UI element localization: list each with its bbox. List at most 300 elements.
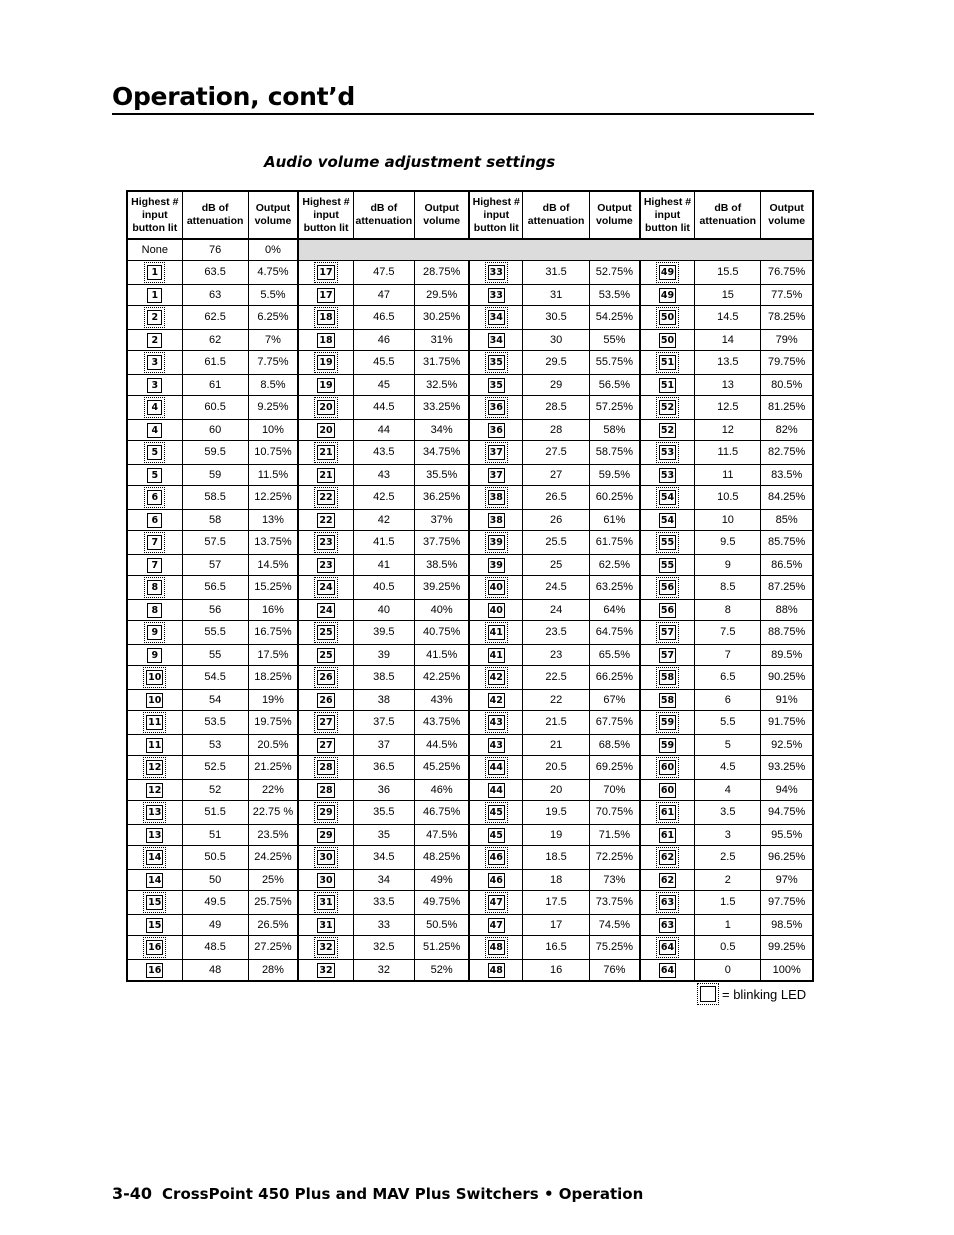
blinking-led-button: 5 bbox=[147, 445, 162, 460]
volume-cell: 47.5% bbox=[414, 825, 469, 846]
volume-cell: 84.25% bbox=[761, 486, 813, 510]
db-cell: 5.5 bbox=[695, 711, 761, 735]
db-cell: 1 bbox=[695, 915, 761, 936]
db-cell: 39.5 bbox=[353, 621, 414, 645]
blinking-led-button: 12 bbox=[148, 762, 162, 773]
lit-led-button: 5 bbox=[147, 468, 162, 483]
db-cell: 58.5 bbox=[182, 486, 248, 510]
volume-cell: 49.75% bbox=[414, 891, 469, 915]
db-cell: 36.5 bbox=[353, 756, 414, 780]
input-button-cell bbox=[469, 735, 522, 756]
volume-cell: 67% bbox=[590, 690, 640, 711]
volume-cell: 34% bbox=[414, 420, 469, 441]
input-button-cell bbox=[469, 756, 522, 780]
volume-cell: 69.25% bbox=[590, 756, 640, 780]
volume-cell: 50.5% bbox=[414, 915, 469, 936]
volume-cell: 48.25% bbox=[414, 846, 469, 870]
volume-cell: 95.5% bbox=[761, 825, 813, 846]
volume-cell: 30.25% bbox=[414, 306, 469, 330]
blinking-row bbox=[127, 396, 813, 420]
db-cell: 22 bbox=[523, 690, 590, 711]
volume-cell: 94% bbox=[761, 780, 813, 801]
lit-led-button: 33 bbox=[489, 289, 503, 301]
volume-cell: 15.25% bbox=[248, 576, 298, 600]
db-cell: 56.5 bbox=[182, 576, 248, 600]
volume-cell: 31.75% bbox=[414, 351, 469, 375]
db-cell: 52 bbox=[182, 780, 248, 801]
lit-led-button: 32 bbox=[319, 964, 333, 976]
blinking-row bbox=[127, 756, 813, 780]
db-cell: 38.5 bbox=[353, 666, 414, 690]
input-button-cell bbox=[640, 846, 695, 870]
volume-cell: 67.75% bbox=[590, 711, 640, 735]
volume-cell: 64% bbox=[590, 600, 640, 621]
input-button-cell bbox=[640, 621, 695, 645]
lit-row bbox=[127, 420, 813, 441]
volume-cell: 60.25% bbox=[590, 486, 640, 510]
volume-cell: 88.75% bbox=[761, 621, 813, 645]
input-button-cell bbox=[469, 960, 522, 982]
blinking-led-button: 7 bbox=[147, 535, 162, 550]
db-cell: 11.5 bbox=[695, 441, 761, 465]
input-button-cell bbox=[640, 891, 695, 915]
input-button-cell bbox=[127, 531, 182, 555]
blinking-led-button: 42 bbox=[489, 672, 503, 683]
blinking-row bbox=[127, 711, 813, 735]
input-button-cell bbox=[127, 576, 182, 600]
input-button-cell bbox=[640, 915, 695, 936]
input-button-cell bbox=[127, 960, 182, 982]
input-button-cell bbox=[298, 621, 353, 645]
input-button-cell bbox=[469, 891, 522, 915]
input-button-cell bbox=[298, 261, 353, 285]
blinking-row bbox=[127, 666, 813, 690]
lit-row bbox=[127, 870, 813, 891]
blinking-led-button: 29 bbox=[319, 807, 333, 818]
input-button-cell bbox=[127, 261, 182, 285]
db-cell: 32.5 bbox=[353, 936, 414, 960]
volume-cell: 18.25% bbox=[248, 666, 298, 690]
lit-led-button: 49 bbox=[660, 289, 675, 301]
input-button-cell bbox=[127, 486, 182, 510]
blinking-led-button: 17 bbox=[319, 267, 333, 278]
blinking-led-button: 40 bbox=[489, 582, 503, 593]
volume-cell: 23.5% bbox=[248, 825, 298, 846]
lit-row bbox=[127, 915, 813, 936]
blinking-led-button: 61 bbox=[660, 807, 675, 818]
blinking-led-button: 2 bbox=[147, 310, 162, 325]
db-cell: 48 bbox=[182, 960, 248, 982]
volume-cell: 32.5% bbox=[414, 375, 469, 396]
input-button-cell bbox=[298, 711, 353, 735]
db-cell: 39 bbox=[353, 645, 414, 666]
db-cell: 3 bbox=[695, 825, 761, 846]
lit-led-button: 2 bbox=[147, 333, 162, 348]
lit-led-button: 22 bbox=[319, 514, 333, 526]
input-button-cell bbox=[640, 261, 695, 285]
lit-led-button: 60 bbox=[660, 784, 675, 796]
db-cell: 21 bbox=[523, 735, 590, 756]
lit-led-button: 26 bbox=[319, 694, 333, 706]
page-title: Operation, cont’d bbox=[112, 82, 356, 111]
db-cell: 50 bbox=[182, 870, 248, 891]
lit-led-button: 34 bbox=[489, 334, 503, 346]
lit-row bbox=[127, 600, 813, 621]
lit-led-button: 1 bbox=[147, 288, 162, 303]
input-button-cell bbox=[127, 870, 182, 891]
volume-cell: 22.75 % bbox=[248, 801, 298, 825]
volume-cell: 33.25% bbox=[414, 396, 469, 420]
header-db: dB of attenuation bbox=[182, 191, 248, 239]
volume-cell: 9.25% bbox=[248, 396, 298, 420]
input-button-cell bbox=[127, 846, 182, 870]
blinking-led-button: 39 bbox=[489, 537, 503, 548]
input-button-cell bbox=[469, 645, 522, 666]
volume-cell: 42.25% bbox=[414, 666, 469, 690]
volume-cell: 43% bbox=[414, 690, 469, 711]
input-button-cell bbox=[298, 735, 353, 756]
volume-cell: 16.75% bbox=[248, 621, 298, 645]
volume-cell: 11.5% bbox=[248, 465, 298, 486]
volume-cell: 43.75% bbox=[414, 711, 469, 735]
db-cell: 8.5 bbox=[695, 576, 761, 600]
lit-row bbox=[127, 735, 813, 756]
volume-cell: 76.75% bbox=[761, 261, 813, 285]
input-button-cell bbox=[127, 465, 182, 486]
db-cell: 41.5 bbox=[353, 531, 414, 555]
input-button-cell bbox=[640, 351, 695, 375]
lit-led-button: 54 bbox=[660, 514, 675, 526]
input-button-cell bbox=[469, 915, 522, 936]
lit-row bbox=[127, 780, 813, 801]
volume-cell: 97.75% bbox=[761, 891, 813, 915]
volume-cell: 79.75% bbox=[761, 351, 813, 375]
input-button-cell bbox=[640, 510, 695, 531]
db-cell: 17 bbox=[523, 915, 590, 936]
db-cell: 49 bbox=[182, 915, 248, 936]
volume-cell: 10.75% bbox=[248, 441, 298, 465]
db-cell: 46 bbox=[353, 330, 414, 351]
lit-led-button: 11 bbox=[148, 739, 162, 751]
lit-led-button: 47 bbox=[489, 919, 503, 931]
lit-led-button: 62 bbox=[660, 874, 675, 886]
lit-led-button: 13 bbox=[148, 829, 162, 841]
volume-cell: 13.75% bbox=[248, 531, 298, 555]
volume-cell: 19.75% bbox=[248, 711, 298, 735]
lit-led-button: 41 bbox=[489, 649, 503, 661]
input-button-cell bbox=[640, 666, 695, 690]
blinking-led-button: 62 bbox=[660, 852, 675, 863]
db-cell: 15 bbox=[695, 285, 761, 306]
input-button-cell bbox=[469, 261, 522, 285]
volume-cell: 76% bbox=[590, 960, 640, 982]
input-button-cell bbox=[640, 735, 695, 756]
volume-cell: 12.25% bbox=[248, 486, 298, 510]
input-button-cell bbox=[640, 531, 695, 555]
db-cell: 37 bbox=[353, 735, 414, 756]
volume-cell: 58% bbox=[590, 420, 640, 441]
db-cell: 13.5 bbox=[695, 351, 761, 375]
blinking-led-button: 30 bbox=[319, 852, 333, 863]
input-button-cell bbox=[127, 711, 182, 735]
lit-led-button: 3 bbox=[147, 378, 162, 393]
volume-cell: 73.75% bbox=[590, 891, 640, 915]
input-button-cell bbox=[298, 576, 353, 600]
volume-cell: 7.75% bbox=[248, 351, 298, 375]
header-vol: Output volume bbox=[248, 191, 298, 239]
blinking-led-button: 33 bbox=[489, 267, 503, 278]
blinking-row bbox=[127, 441, 813, 465]
db-cell: 2.5 bbox=[695, 846, 761, 870]
input-button-cell bbox=[469, 621, 522, 645]
lit-row bbox=[127, 510, 813, 531]
volume-cell: 34.75% bbox=[414, 441, 469, 465]
header-input: Highest # input button lit bbox=[127, 191, 182, 239]
volume-cell: 25.75% bbox=[248, 891, 298, 915]
volume-cell: 27.25% bbox=[248, 936, 298, 960]
lit-led-button: 8 bbox=[147, 603, 162, 618]
input-button-cell bbox=[640, 420, 695, 441]
blinking-row bbox=[127, 306, 813, 330]
input-button-cell bbox=[298, 801, 353, 825]
input-button-cell bbox=[298, 825, 353, 846]
volume-cell: 4.75% bbox=[248, 261, 298, 285]
lit-led-button: 35 bbox=[489, 379, 503, 391]
input-button-cell bbox=[298, 285, 353, 306]
input-button-cell bbox=[469, 825, 522, 846]
db-cell: 33.5 bbox=[353, 891, 414, 915]
input-button-cell bbox=[127, 441, 182, 465]
input-button-cell bbox=[469, 531, 522, 555]
input-button-cell bbox=[127, 621, 182, 645]
input-button-cell bbox=[640, 285, 695, 306]
volume-cell: 75.25% bbox=[590, 936, 640, 960]
volume-cell: 39.25% bbox=[414, 576, 469, 600]
db-cell: 57.5 bbox=[182, 531, 248, 555]
volume-cell: 94.75% bbox=[761, 801, 813, 825]
volume-cell: 91.75% bbox=[761, 711, 813, 735]
blinking-led-button: 14 bbox=[148, 852, 162, 863]
db-cell: 10.5 bbox=[695, 486, 761, 510]
blinking-led-button: 1 bbox=[147, 265, 162, 280]
db-cell: 57 bbox=[182, 555, 248, 576]
none-input-cell: None bbox=[127, 239, 182, 261]
lit-led-button: 19 bbox=[319, 379, 333, 391]
volume-cell: 52.75% bbox=[590, 261, 640, 285]
input-button-cell bbox=[469, 330, 522, 351]
lit-led-button: 12 bbox=[148, 784, 162, 796]
volume-cell: 5.5% bbox=[248, 285, 298, 306]
input-button-cell bbox=[640, 396, 695, 420]
blinking-led-button: 53 bbox=[660, 447, 675, 458]
blinking-led-button: 20 bbox=[319, 402, 333, 413]
blinking-led-button: 50 bbox=[660, 312, 675, 323]
input-button-cell bbox=[640, 960, 695, 982]
input-button-cell bbox=[298, 396, 353, 420]
db-cell: 16 bbox=[523, 960, 590, 982]
blinking-led-button: 60 bbox=[660, 762, 675, 773]
blinking-row bbox=[127, 261, 813, 285]
db-cell: 4 bbox=[695, 780, 761, 801]
lit-led-button: 31 bbox=[319, 919, 333, 931]
lit-row bbox=[127, 465, 813, 486]
db-cell: 12.5 bbox=[695, 396, 761, 420]
lit-led-button: 23 bbox=[319, 559, 333, 571]
lit-led-button: 59 bbox=[660, 739, 675, 751]
input-button-cell bbox=[127, 801, 182, 825]
volume-cell: 59.5% bbox=[590, 465, 640, 486]
blinking-led-button: 57 bbox=[660, 627, 675, 638]
input-button-cell bbox=[640, 870, 695, 891]
input-button-cell bbox=[127, 666, 182, 690]
blinking-led-button: 16 bbox=[148, 942, 162, 953]
input-button-cell bbox=[640, 306, 695, 330]
db-cell: 30 bbox=[523, 330, 590, 351]
input-button-cell bbox=[127, 690, 182, 711]
input-button-cell bbox=[640, 825, 695, 846]
input-button-cell bbox=[469, 351, 522, 375]
db-cell: 0.5 bbox=[695, 936, 761, 960]
input-button-cell bbox=[127, 756, 182, 780]
lit-row bbox=[127, 960, 813, 982]
blinking-led-button: 9 bbox=[147, 625, 162, 640]
db-cell: 54.5 bbox=[182, 666, 248, 690]
volume-cell: 28.75% bbox=[414, 261, 469, 285]
db-cell: 28 bbox=[523, 420, 590, 441]
input-button-cell bbox=[469, 486, 522, 510]
blinking-led-button: 37 bbox=[489, 447, 503, 458]
db-cell: 44 bbox=[353, 420, 414, 441]
lit-led-button: 24 bbox=[319, 604, 333, 616]
input-button-cell bbox=[469, 846, 522, 870]
input-button-cell bbox=[127, 735, 182, 756]
db-cell: 37.5 bbox=[353, 711, 414, 735]
volume-cell: 46.75% bbox=[414, 801, 469, 825]
db-cell: 59.5 bbox=[182, 441, 248, 465]
db-cell: 23.5 bbox=[523, 621, 590, 645]
input-button-cell bbox=[469, 711, 522, 735]
db-cell: 31.5 bbox=[523, 261, 590, 285]
db-cell: 40.5 bbox=[353, 576, 414, 600]
lit-led-button: 55 bbox=[660, 559, 675, 571]
db-cell: 9 bbox=[695, 555, 761, 576]
blinking-led-button: 36 bbox=[489, 402, 503, 413]
db-cell: 35 bbox=[353, 825, 414, 846]
lit-led-button: 28 bbox=[319, 784, 333, 796]
lit-led-button: 27 bbox=[319, 739, 333, 751]
db-cell: 1.5 bbox=[695, 891, 761, 915]
blinking-led-button: 27 bbox=[319, 717, 333, 728]
header-vol: Output volume bbox=[761, 191, 813, 239]
input-button-cell bbox=[127, 351, 182, 375]
input-button-cell bbox=[298, 891, 353, 915]
input-button-cell bbox=[640, 600, 695, 621]
lit-row bbox=[127, 825, 813, 846]
blinking-led-button: 59 bbox=[660, 717, 675, 728]
volume-cell: 41.5% bbox=[414, 645, 469, 666]
header-db: dB of attenuation bbox=[523, 191, 590, 239]
blinking-row bbox=[127, 351, 813, 375]
volume-cell: 97% bbox=[761, 870, 813, 891]
volume-cell: 55.75% bbox=[590, 351, 640, 375]
db-cell: 26.5 bbox=[523, 486, 590, 510]
volume-cell: 40% bbox=[414, 600, 469, 621]
volume-cell: 93.25% bbox=[761, 756, 813, 780]
db-cell: 58 bbox=[182, 510, 248, 531]
header-input: Highest # input button lit bbox=[640, 191, 695, 239]
input-button-cell bbox=[298, 846, 353, 870]
input-button-cell bbox=[127, 936, 182, 960]
volume-cell: 46% bbox=[414, 780, 469, 801]
lit-led-button: 6 bbox=[147, 513, 162, 528]
blinking-row bbox=[127, 621, 813, 645]
input-button-cell bbox=[298, 555, 353, 576]
volume-cell: 91% bbox=[761, 690, 813, 711]
volume-cell: 98.5% bbox=[761, 915, 813, 936]
volume-cell: 61.75% bbox=[590, 531, 640, 555]
volume-cell: 88% bbox=[761, 600, 813, 621]
db-cell: 46.5 bbox=[353, 306, 414, 330]
volume-cell: 22% bbox=[248, 780, 298, 801]
volume-cell: 6.25% bbox=[248, 306, 298, 330]
input-button-cell bbox=[469, 375, 522, 396]
input-button-cell bbox=[469, 306, 522, 330]
blinking-led-button: 24 bbox=[319, 582, 333, 593]
input-button-cell bbox=[640, 756, 695, 780]
blinking-led-button: 11 bbox=[148, 717, 162, 728]
input-button-cell bbox=[640, 780, 695, 801]
volume-cell: 65.5% bbox=[590, 645, 640, 666]
input-button-cell bbox=[127, 330, 182, 351]
lit-row bbox=[127, 375, 813, 396]
blinking-led-button: 8 bbox=[147, 580, 162, 595]
db-cell: 54 bbox=[182, 690, 248, 711]
blinking-led-button: 48 bbox=[489, 942, 503, 953]
lit-led-button: 46 bbox=[489, 874, 503, 886]
input-button-cell bbox=[298, 441, 353, 465]
db-cell: 55 bbox=[182, 645, 248, 666]
volume-cell: 66.25% bbox=[590, 666, 640, 690]
blinking-led-button: 28 bbox=[319, 762, 333, 773]
db-cell: 12 bbox=[695, 420, 761, 441]
db-cell: 45.5 bbox=[353, 351, 414, 375]
input-button-cell bbox=[127, 825, 182, 846]
db-cell: 19 bbox=[523, 825, 590, 846]
volume-cell: 40.75% bbox=[414, 621, 469, 645]
lit-row bbox=[127, 690, 813, 711]
lit-row bbox=[127, 645, 813, 666]
volume-cell: 99.25% bbox=[761, 936, 813, 960]
volume-cell: 82% bbox=[761, 420, 813, 441]
lit-led-button: 63 bbox=[660, 919, 675, 931]
volume-cell: 38.5% bbox=[414, 555, 469, 576]
blinking-led-button: 19 bbox=[319, 357, 333, 368]
blinking-led-button: 56 bbox=[660, 582, 675, 593]
blinking-led-button: 35 bbox=[489, 357, 503, 368]
db-cell: 32 bbox=[353, 960, 414, 982]
volume-cell: 85% bbox=[761, 510, 813, 531]
input-button-cell bbox=[298, 666, 353, 690]
blinking-led-icon bbox=[700, 986, 716, 1002]
input-button-cell bbox=[469, 465, 522, 486]
header-input: Highest # input button lit bbox=[298, 191, 353, 239]
input-button-cell bbox=[298, 420, 353, 441]
lit-led-button: 52 bbox=[660, 424, 675, 436]
audio-volume-table bbox=[126, 190, 814, 982]
volume-cell: 63.25% bbox=[590, 576, 640, 600]
db-cell: 20 bbox=[523, 780, 590, 801]
blinking-led-button: 34 bbox=[489, 312, 503, 323]
